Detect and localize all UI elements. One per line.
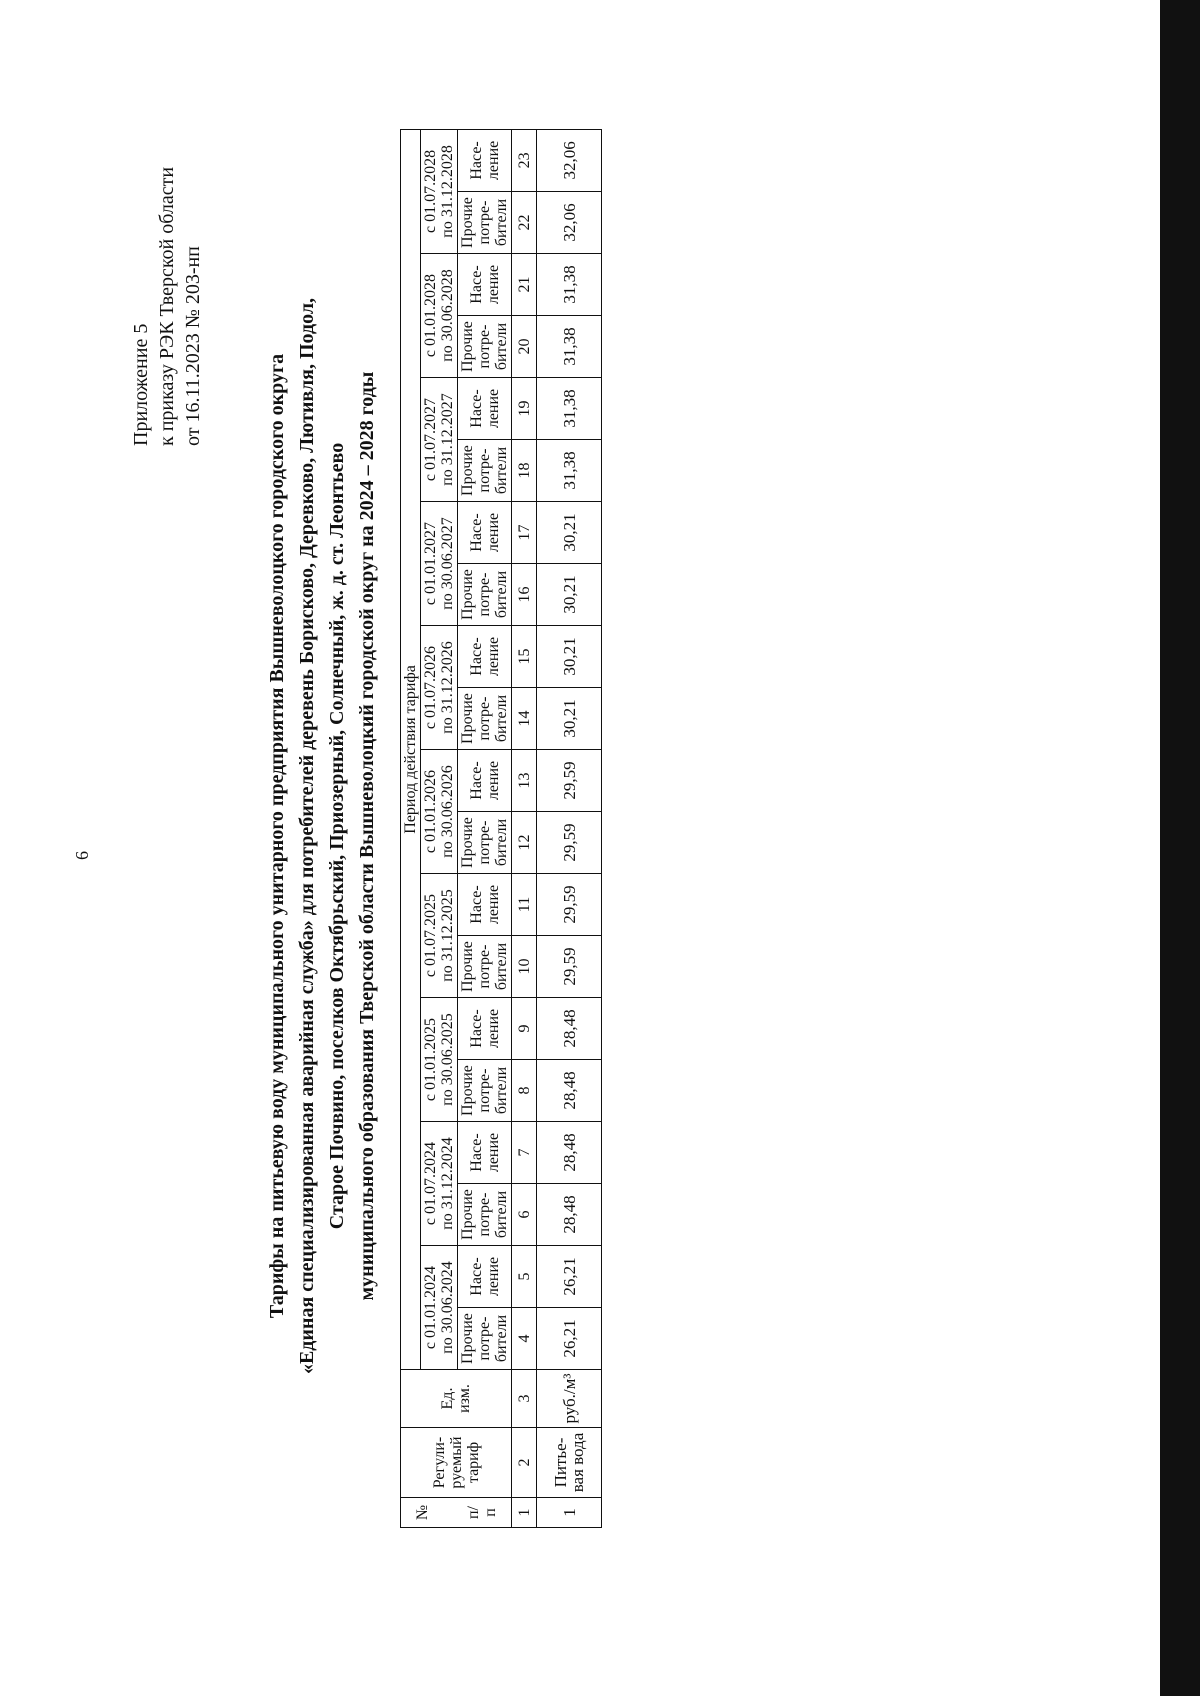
tariff-value-cell: 29,59 (537, 936, 602, 998)
consumer-population-header: Насе-ление (458, 1122, 512, 1184)
tariff-value-cell: 29,59 (537, 750, 602, 812)
period-from: с 01.07.2027 (422, 397, 439, 482)
period-date-header (421, 750, 458, 874)
period-from: с 01.01.2024 (422, 1265, 439, 1350)
column-number-cell: 11 (512, 874, 537, 936)
column-number-cell: 10 (512, 936, 537, 998)
appendix-line-2: к приказу РЭК Тверской области (156, 166, 178, 446)
period-date-header (421, 1246, 458, 1370)
period-to: по 31.12.2027 (439, 393, 456, 486)
column-number-cell: 6 (512, 1184, 537, 1246)
title-line-3: Старое Почвино, поселков Октябрьский, Приозерный, Солнечный, ж. д. ст. Леонтьево (326, 442, 348, 1230)
column-number-cell: 14 (512, 688, 537, 750)
consumer-population-header: Насе-ление (458, 254, 512, 316)
document-title (262, 236, 382, 1436)
tariff-value-cell: 26,21 (537, 1308, 602, 1370)
column-number-cell: 22 (512, 192, 537, 254)
column-number-row (512, 129, 537, 1527)
period-from: с 01.01.2028 (422, 273, 439, 358)
period-to: по 31.12.2024 (439, 1137, 456, 1230)
consumer-population-header: Насе-ление (458, 502, 512, 564)
column-number-cell: 13 (512, 750, 537, 812)
title-line-1: Тарифы на питьевую воду муниципального унитарного предприятия Вышневолоцкого городского округа (266, 353, 288, 1319)
period-date-header (421, 378, 458, 502)
consumer-other-header: Прочие потре-бители (458, 812, 512, 874)
column-number-cell: 21 (512, 254, 537, 316)
period-to: по 30.06.2025 (439, 1013, 456, 1106)
column-number-cell: 17 (512, 502, 537, 564)
tariff-value-cell: 31,38 (537, 378, 602, 440)
tariff-value-cell: 28,48 (537, 1184, 602, 1246)
scan-edge-bar (1160, 0, 1200, 1696)
page-number: 6 (72, 851, 92, 860)
period-from: с 01.07.2024 (422, 1141, 439, 1226)
unit-cell: руб./м³ (537, 1370, 602, 1428)
title-line-2: «Единая специализированная аварийная служба» для потребителей деревень Борисково, Деревково, Лютивля, Подол, (296, 297, 318, 1375)
tariff-value-cell: 31,38 (537, 254, 602, 316)
period-to: по 30.06.2026 (439, 765, 456, 858)
tariff-value-cell: 28,48 (537, 1122, 602, 1184)
tariff-value-cell: 32,06 (537, 192, 602, 254)
table-row (537, 129, 602, 1527)
tariff-value-cell: 30,21 (537, 626, 602, 688)
tariff-value-cell: 29,59 (537, 812, 602, 874)
col-tariff-header: Регули-руемый тариф (401, 1428, 512, 1498)
tariff-value-cell: 30,21 (537, 502, 602, 564)
period-to: по 30.06.2028 (439, 269, 456, 362)
period-from: с 01.01.2026 (422, 769, 439, 854)
column-number-cell: 19 (512, 378, 537, 440)
col-number-header (401, 1498, 512, 1528)
period-date-header (421, 502, 458, 626)
header-row-consumers (458, 129, 512, 1527)
header-row-dates (421, 129, 458, 1527)
column-number-cell: 7 (512, 1122, 537, 1184)
consumer-other-header: Прочие потре-бители (458, 688, 512, 750)
tariff-value-cell: 29,59 (537, 874, 602, 936)
appendix-reference (128, 167, 206, 446)
period-to: по 31.12.2025 (439, 889, 456, 982)
consumer-population-header: Насе-ление (458, 626, 512, 688)
period-to: по 31.12.2028 (439, 145, 456, 238)
period-to: по 30.06.2024 (439, 1261, 456, 1354)
header-row-1 (401, 129, 421, 1527)
consumer-other-header: Прочие потре-бители (458, 316, 512, 378)
column-number-cell: 12 (512, 812, 537, 874)
tariff-table (400, 129, 602, 1528)
column-number-cell: 8 (512, 1060, 537, 1122)
consumer-population-header: Насе-ление (458, 998, 512, 1060)
consumer-other-header: Прочие потре-бители (458, 1060, 512, 1122)
column-number-cell: 16 (512, 564, 537, 626)
column-number-cell: 23 (512, 129, 537, 191)
period-date-header (421, 254, 458, 378)
consumer-other-header: Прочие потре-бители (458, 936, 512, 998)
tariff-value-cell: 28,48 (537, 1060, 602, 1122)
col-number-top: № (413, 1504, 431, 1521)
tariff-value-cell: 28,48 (537, 998, 602, 1060)
tariff-value-cell: 26,21 (537, 1246, 602, 1308)
column-number-cell: 20 (512, 316, 537, 378)
column-number-cell: 2 (512, 1428, 537, 1498)
consumer-population-header: Насе-ление (458, 750, 512, 812)
column-number-cell: 4 (512, 1308, 537, 1370)
tariff-value-cell: 30,21 (537, 688, 602, 750)
tariff-value-cell: 30,21 (537, 564, 602, 626)
column-number-cell: 18 (512, 440, 537, 502)
tariff-name-cell: Питье-вая вода (537, 1428, 602, 1498)
appendix-line-3: от 16.11.2023 № 203-нп (182, 246, 204, 446)
period-date-header (421, 626, 458, 750)
period-from: с 01.01.2025 (422, 1017, 439, 1102)
tariff-value-cell: 31,38 (537, 440, 602, 502)
period-from: с 01.07.2025 (422, 893, 439, 978)
consumer-population-header: Насе-ление (458, 874, 512, 936)
tariff-value-cell: 31,38 (537, 316, 602, 378)
period-date-header (421, 998, 458, 1122)
period-header: Период действия тарифа (401, 129, 421, 1369)
period-to: по 30.06.2027 (439, 517, 456, 610)
title-line-4: муниципального образования Тверской области Вышневолоцкий городской округ на 2024 – 2028 годы (356, 371, 378, 1301)
column-number-cell: 15 (512, 626, 537, 688)
tariff-value-cell: 32,06 (537, 129, 602, 191)
col-unit-header: Ед. изм. (401, 1370, 512, 1428)
period-from: с 01.07.2026 (422, 645, 439, 730)
appendix-line-1: Приложение 5 (130, 323, 152, 446)
column-number-cell: 1 (512, 1498, 537, 1528)
consumer-other-header: Прочие потре-бители (458, 440, 512, 502)
period-date-header (421, 1122, 458, 1246)
consumer-other-header: Прочие потре-бители (458, 192, 512, 254)
col-number-bottom: п/ п (464, 1506, 499, 1520)
period-from: с 01.01.2027 (422, 521, 439, 606)
period-date-header (421, 129, 458, 253)
period-to: по 31.12.2026 (439, 641, 456, 734)
consumer-other-header: Прочие потре-бители (458, 564, 512, 626)
consumer-population-header: Насе-ление (458, 129, 512, 191)
consumer-population-header: Насе-ление (458, 1246, 512, 1308)
period-from: с 01.07.2028 (422, 149, 439, 233)
column-number-cell: 9 (512, 998, 537, 1060)
consumer-other-header: Прочие потре-бители (458, 1184, 512, 1246)
period-date-header (421, 874, 458, 998)
row-number-cell: 1 (537, 1498, 602, 1528)
column-number-cell: 3 (512, 1370, 537, 1428)
consumer-other-header: Прочие потре-бители (458, 1308, 512, 1370)
consumer-population-header: Насе-ление (458, 378, 512, 440)
column-number-cell: 5 (512, 1246, 537, 1308)
